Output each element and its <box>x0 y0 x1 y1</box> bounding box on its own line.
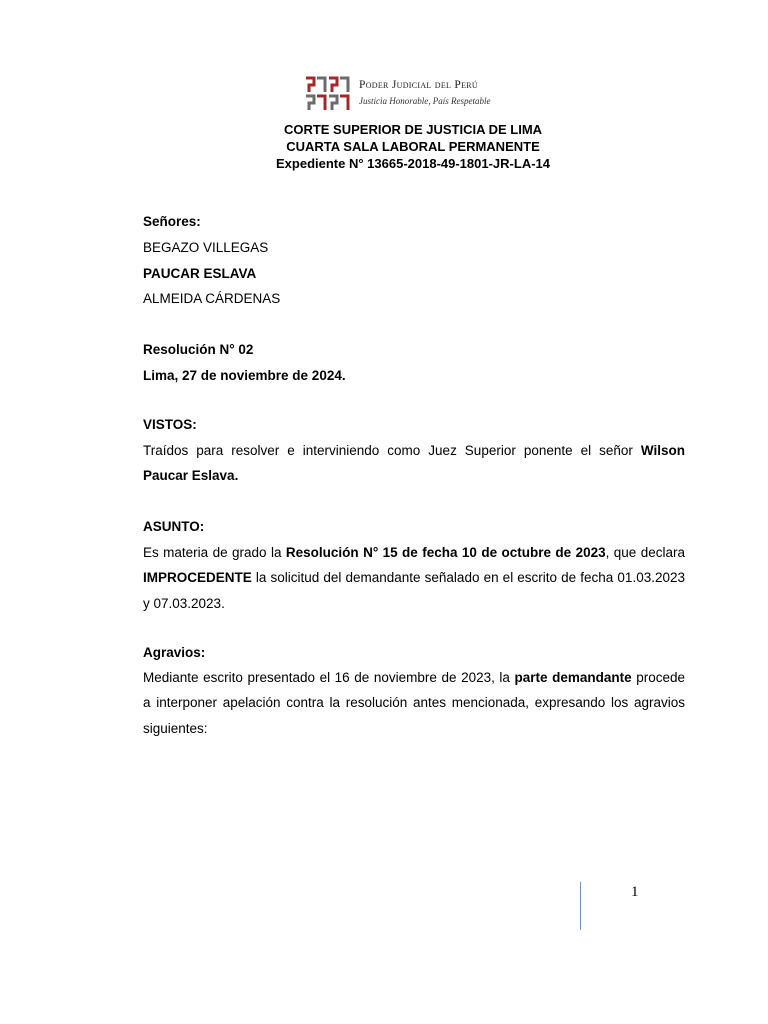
ruling-term: IMPROCEDENTE <box>143 570 252 586</box>
agravios-heading: Agravios: <box>143 645 206 660</box>
chamber-name: CUARTA SALA LABORAL PERMANENTE <box>286 139 540 154</box>
judiciary-logo <box>304 76 544 114</box>
resolution-date: Lima, 27 de noviembre de 2024. <box>143 368 346 383</box>
asunto-text: Es materia de grado la <box>143 545 286 560</box>
judge-name: ALMEIDA CÁRDENAS <box>143 291 281 306</box>
judge-name: BEGAZO VILLEGAS <box>143 240 269 255</box>
judge-name: PAUCAR ESLAVA <box>143 266 257 281</box>
logo-motto: Justicia Honorable, País Respetable <box>359 96 491 106</box>
appealed-resolution: Resolución N° 15 de fecha 10 de octubre de 2023 <box>285 545 606 560</box>
asunto-paragraph <box>143 540 685 616</box>
file-number: Expediente N° 13665-2018-49-1801-JR-LA-14 <box>276 156 550 171</box>
asunto-heading: ASUNTO: <box>143 519 205 534</box>
resolution-number: Resolución N° 02 <box>143 342 254 357</box>
court-name: CORTE SUPERIOR DE JUSTICIA DE LIMA <box>283 122 543 137</box>
vistos-heading: VISTOS: <box>143 417 197 432</box>
page-number: 1 <box>631 884 639 900</box>
logo-name: Poder Judicial del Perú <box>359 79 479 91</box>
vistos-paragraph <box>143 438 685 489</box>
ponente-name: Wilson Paucar Eslava. <box>143 443 685 484</box>
judiciary-emblem-icon <box>304 76 350 112</box>
vistos-text: Traídos para resolver e interviniendo como Juez Superior ponente el señor <box>143 443 641 458</box>
agravios-paragraph <box>143 665 685 741</box>
agravios-text: Mediante escrito presentado el 16 de noviembre de 2023, la <box>143 670 515 685</box>
agravios-text: procede a interponer apelación contra la resolución antes mencionada, expresando los agravios siguientes: <box>143 670 685 736</box>
judges-label: Señores: <box>143 214 201 229</box>
page-number-rule <box>580 882 581 930</box>
asunto-text: , que declara <box>605 545 686 560</box>
document-header <box>0 121 768 172</box>
asunto-text: la solicitud del demandante señalado en el escrito de fecha 01.03.2023 y 07.03.2023. <box>143 570 685 611</box>
appellant-party: parte demandante <box>514 670 632 685</box>
